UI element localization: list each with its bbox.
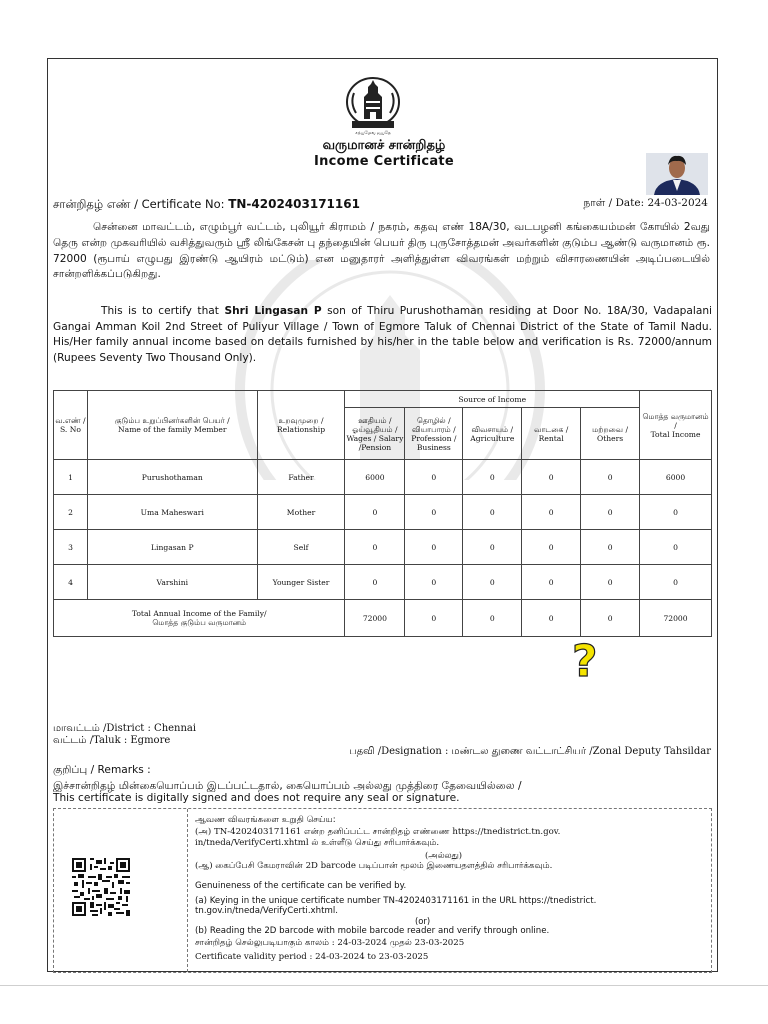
- cell-wages: 6000: [345, 460, 405, 495]
- emblem-motto: சத்யமேவ ஜயதே: [355, 131, 391, 135]
- cell-member-name: Uma Maheswari: [87, 495, 257, 530]
- header-agriculture-en: Agriculture: [470, 433, 515, 443]
- table-row: [54, 460, 712, 495]
- cell-relationship: Self: [257, 530, 345, 565]
- cell-others: 0: [581, 530, 640, 565]
- header-agriculture-ta: விவசாயம் /: [471, 424, 514, 434]
- cell-wages: 0: [345, 565, 405, 600]
- header-member-name-en: Name of the family Member: [118, 425, 227, 434]
- remarks-label: குறிப்பு / Remarks :: [53, 764, 151, 776]
- cell-sno: 4: [54, 565, 88, 600]
- english-para-intro: This is to certify that: [101, 305, 219, 317]
- qr-code[interactable]: [72, 858, 130, 916]
- cell-agriculture: 0: [463, 565, 522, 600]
- english-para-body: son of Thiru Purushothaman residing at Door No. 18A/30, Vadapalani Gangai Amman Koil 2nd Street of Puliyur Village / Town of Egmore Taluk of Chennai District of the State of Tamil Nadu. His/Her family annual income based on details furnished by his/her in the table below and verification is Rs. 72000/annum (Rupees Seventy Two Thousand Only).: [53, 305, 712, 364]
- cell-total: 6000: [640, 460, 712, 495]
- verify-option-b-tamil: (ஆ) கைப்பேசி கேமராவின் 2D barcode படிப்பான் மூலம் இணையதளத்தில் சரிபார்க்கவும்.: [195, 861, 553, 871]
- taluk-line: வட்டம் /Taluk : Egmore: [53, 735, 171, 746]
- certificate-number-line: [53, 197, 360, 213]
- cell-wages: 0: [345, 530, 405, 565]
- total-label-ta: மொத்த குடும்ப வருமானம்: [152, 618, 247, 627]
- certificate-date: 24-03-2024: [647, 197, 708, 209]
- cell-rental: 0: [522, 565, 581, 600]
- cell-profession: 0: [405, 565, 463, 600]
- cell-member-name: Lingasan P: [87, 530, 257, 565]
- total-profession: 0: [405, 600, 463, 637]
- designation-line: பதவி /Designation : மண்டல துணை வட்டாட்சியர் /Zonal Deputy Tahsildar: [349, 746, 711, 757]
- cell-agriculture: 0: [463, 495, 522, 530]
- header-profession-en: Profession / Business: [411, 433, 457, 452]
- applicant-photo: [646, 153, 708, 195]
- district-line: மாவட்டம் /District : Chennai: [53, 723, 197, 734]
- cell-others: 0: [581, 460, 640, 495]
- cell-wages: 0: [345, 495, 405, 530]
- verify-option-a-english-line1: (a) Keying in the unique certificate number TN-4202403171161 in the URL https://tnedistrict.: [195, 896, 597, 906]
- header-source-of-income: Source of Income: [345, 391, 640, 408]
- header-total-ta: மொத்த வருமானம் /: [642, 411, 709, 430]
- or-tamil: (அல்லது): [425, 850, 463, 860]
- header-total-income: [640, 391, 712, 460]
- header-rental-en: Rental: [538, 433, 564, 443]
- verify-option-b-english: (b) Reading the 2D barcode with mobile barcode reader and verify through online.: [195, 926, 550, 936]
- cell-rental: 0: [522, 495, 581, 530]
- cell-agriculture: 0: [463, 530, 522, 565]
- header-rental: [522, 408, 581, 460]
- header-total-en: Total Income: [650, 429, 701, 439]
- verify-option-a-tamil-line1: (அ) TN-4202403171161 என்ற தனிப்பட்ட சான்றிதழ் எண்ணை https://tnedistrict.tn.gov.: [195, 827, 561, 837]
- or-english: (or): [415, 916, 431, 926]
- validity-english: Certificate validity period : 24-03-2024 to 23-03-2025: [195, 952, 429, 962]
- verify-heading-tamil: ஆவண விவரங்களை உறுதி செய்ய:: [195, 815, 336, 825]
- question-mark-annotation: ?: [572, 636, 598, 687]
- cell-agriculture: 0: [463, 460, 522, 495]
- header-member-name: [87, 391, 257, 460]
- certificate-number: TN-4202403171161: [228, 197, 360, 211]
- header-profession: [405, 408, 463, 460]
- cell-relationship: Father: [257, 460, 345, 495]
- validity-tamil: சான்றிதழ் செல்லுபடியாகும் காலம் : 24-03-2024 முதல் 23-03-2025: [195, 938, 465, 948]
- cell-rental: 0: [522, 530, 581, 565]
- verify-option-a-tamil-line2: in/tneda/VerifyCerti.xhtml ல் உள்ளீடு செய்து சரிபார்க்கவும்.: [195, 838, 440, 848]
- verify-genuineness: Genuineness of the certificate can be verified by.: [195, 881, 407, 891]
- cell-member-name: Varshini: [87, 565, 257, 600]
- header-wages-ta: ஊதியம் / ஓய்வூதியம் /: [352, 415, 398, 434]
- title-english: Income Certificate: [313, 154, 455, 169]
- cell-relationship: Mother: [257, 495, 345, 530]
- english-certification-paragraph: [53, 304, 712, 366]
- cell-profession: 0: [405, 460, 463, 495]
- total-label-en: Total Annual Income of the Family/: [131, 609, 267, 618]
- applicant-name: Shri Lingasan P: [224, 305, 322, 317]
- cell-others: 0: [581, 565, 640, 600]
- total-wages: 72000: [345, 600, 405, 637]
- table-row: [54, 565, 712, 600]
- cell-sno: 1: [54, 460, 88, 495]
- cell-member-name: Purushothaman: [87, 460, 257, 495]
- total-rental: 0: [522, 600, 581, 637]
- total-others: 0: [581, 600, 640, 637]
- title-tamil: வருமானச் சான்றிதழ்: [322, 138, 446, 153]
- header-relationship-en: Relationship: [276, 425, 326, 434]
- header-others-ta: மற்றவை /: [592, 424, 629, 434]
- header-wages-en: Wages / Salary /Pension: [346, 433, 404, 452]
- cell-profession: 0: [405, 495, 463, 530]
- header-relationship-ta: உறவுமுறை /: [278, 416, 324, 425]
- remark-tamil: இச்சான்றிதழ் மின்கையொப்பம் இடப்பட்டதால், கையொப்பம் அல்லது முத்திரை தேவையில்லை /: [53, 780, 522, 792]
- cell-total: 0: [640, 530, 712, 565]
- verification-divider: [187, 809, 188, 972]
- total-income: 72000: [640, 600, 712, 637]
- header-others-en: Others: [597, 433, 624, 443]
- income-table: [53, 390, 712, 637]
- header-profession-ta: தொழில் / வியாபாரம் /: [411, 415, 456, 434]
- total-row-label: [54, 600, 345, 637]
- header-others: [581, 408, 640, 460]
- cell-total: 0: [640, 565, 712, 600]
- verify-option-a-english-line2: tn.gov.in/tneda/VerifyCerti.xhtml.: [195, 906, 338, 916]
- certificate-date-line: [584, 197, 708, 210]
- cell-relationship: Younger Sister: [257, 565, 345, 600]
- cell-sno: 2: [54, 495, 88, 530]
- header-agriculture: [463, 408, 522, 460]
- certificate-number-label: சான்றிதழ் எண் / Certificate No:: [53, 197, 225, 211]
- header-wages: [345, 408, 405, 460]
- cell-others: 0: [581, 495, 640, 530]
- cell-total: 0: [640, 495, 712, 530]
- table-row: [54, 530, 712, 565]
- tamil-nadu-emblem-icon: [344, 75, 402, 135]
- cell-rental: 0: [522, 460, 581, 495]
- page-bottom-rule: [0, 985, 768, 986]
- cell-sno: 3: [54, 530, 88, 565]
- header-member-name-ta: குடும்ப உறுப்பினர்களின் பெயர் /: [114, 416, 230, 425]
- table-row: [54, 495, 712, 530]
- remark-english: This certificate is digitally signed and does not require any seal or signature.: [53, 792, 460, 804]
- cell-profession: 0: [405, 530, 463, 565]
- header-rental-ta: வாடகை /: [534, 424, 569, 434]
- header-relationship: [257, 391, 345, 460]
- total-agriculture: 0: [463, 600, 522, 637]
- tamil-certification-paragraph: சென்னை மாவட்டம், எழும்பூர் வட்டம், புலியூர் கிராமம் / நகரம், கதவு எண் 18A/30, வடபழனி கங்கையம்மன் கோயில் 2வது தெரு என்ற முகவரியில் வசித்துவரும் ஸ்ரீ லிங்கேசன் பு தந்தையின் பெயர் திரு புருசோத்தமன் அவர்களின் குடும்ப ஆண்டு வருமானம் ரூ. 72000 (ரூபாய் எழுபது இரண்டு ஆயிரம் மட்டும்) என மனுதாரர் அளித்துள்ள விவரங்கள் மற்றும் விசாரணையின் அடிப்படையில் சான்றளிக்கப்படுகிறது.: [53, 221, 710, 281]
- header-sno: வ.எண் / S. No: [54, 391, 88, 460]
- total-row: [54, 600, 712, 637]
- date-label: நாள் / Date:: [583, 197, 645, 209]
